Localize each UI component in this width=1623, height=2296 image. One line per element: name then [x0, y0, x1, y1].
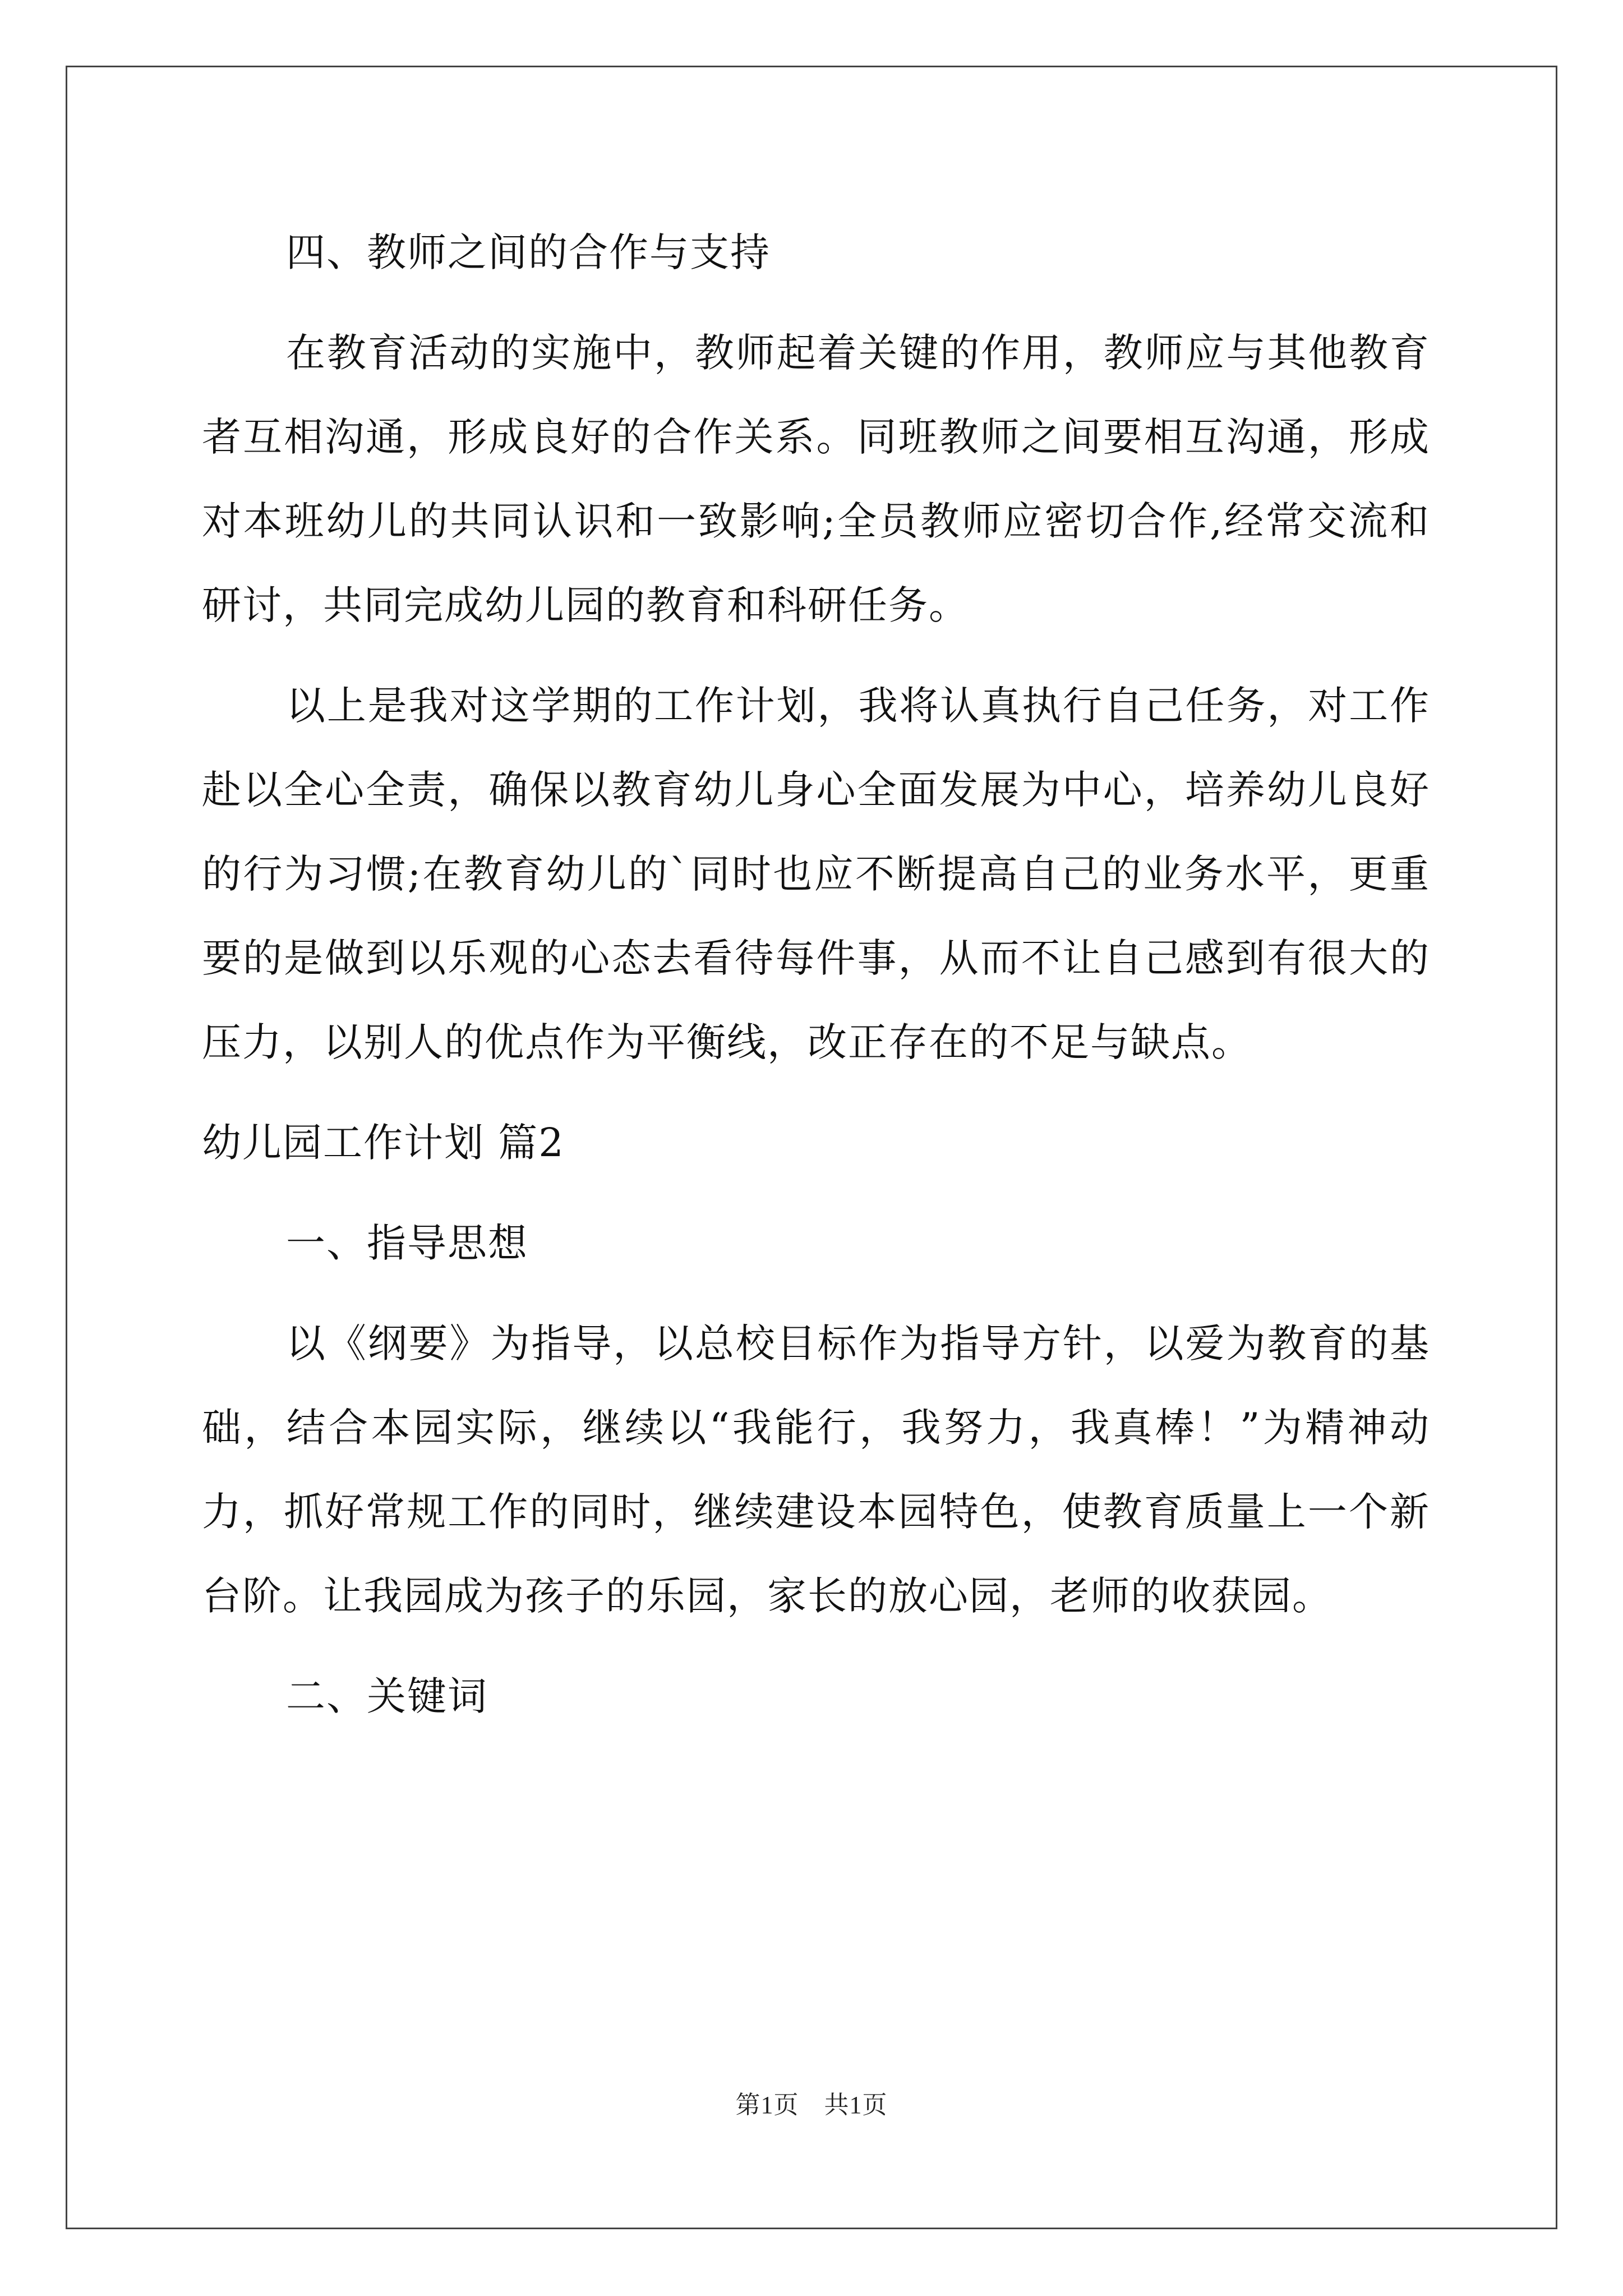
section-heading-keywords: 二、关键词 — [286, 1673, 488, 1719]
document-body — [202, 210, 1430, 1755]
section-heading-cooperation: 四、教师之间的合作与支持 — [286, 229, 771, 275]
page-footer: 第1页 共1页 — [735, 2091, 888, 2119]
paragraph-summary: 以上是我对这学期的工作计划，我将认真执行自己任务，对工作赴以全心全责，确保以教育幼儿身心全面发展为中心，培养幼儿良好的行为习惯;在教育幼儿的`同时也应不断提高自己的业务水平，更重要的是做到以乐观的心态去看待每件事，从而不让自己感到有很大的压力，以别人的优点作为平衡线，改正存在的不足与缺点。 — [202, 683, 1430, 1065]
article-title-part-2: 幼儿园工作计划 篇2 — [202, 1120, 565, 1166]
section-heading-guiding-ideology: 一、指导思想 — [286, 1220, 528, 1266]
paragraph-cooperation: 在教育活动的实施中，教师起着关键的作用，教师应与其他教育者互相沟通，形成良好的合作关系。同班教师之间要相互沟通，形成对本班幼儿的共同认识和一致影响;全员教师应密切合作,经常交流和研讨，共同完成幼儿园的教育和科研任务。 — [202, 330, 1430, 628]
paragraph-guiding-ideology: 以《纲要》为指导，以总校目标作为指导方针，以爱为教育的基础，结合本园实际，继续以“我能行，我努力，我真棒！”为精神动力，抓好常规工作的同时，继续建设本园特色，使教育质量上一个新台阶。让我园成为孩子的乐园，家长的放心园，老师的收获园。 — [202, 1320, 1430, 1619]
